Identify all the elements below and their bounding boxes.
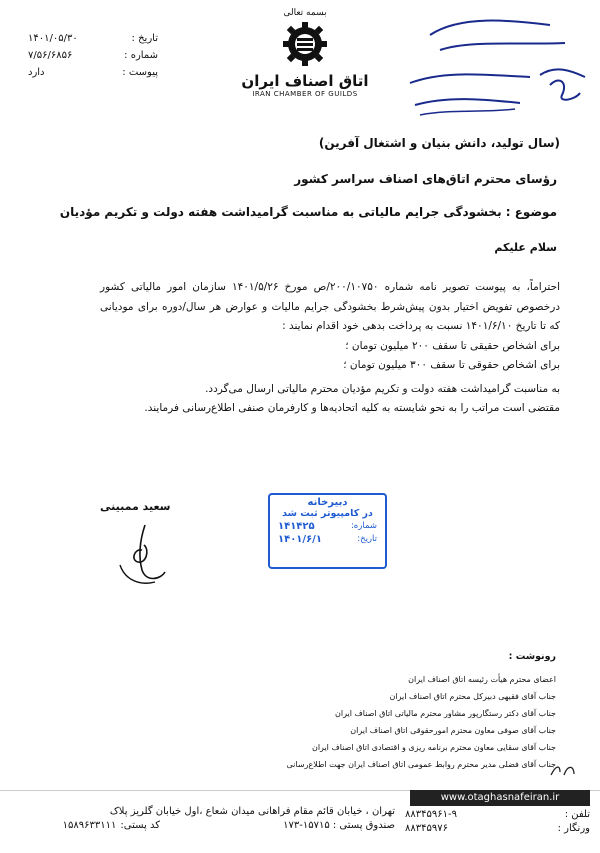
body-item-natural-persons: برای اشخاص حقیقی تا سقف ۲۰۰ میلیون تومان ؛ (345, 339, 560, 352)
cc-item: جناب آقای سقایی معاون محترم برنامه ریزی و اقتصادی اتاق اصناف ایران (311, 743, 556, 752)
body-paragraph-occasion: به مناسبت گرامیداشت هفته دولت و تکریم مؤدیان محترم مالیاتی ارسال می‌گردد. (205, 382, 560, 395)
fax-label: ورنگار : (557, 823, 590, 834)
number-row (28, 47, 158, 64)
signature (110, 520, 180, 590)
cc-title: رونوشت : (508, 651, 556, 662)
secretariat-stamp (268, 493, 387, 569)
slogan: (سال تولید، دانش بنیان و اشتغال آفرین) (318, 136, 560, 150)
attachment-label: پیوست : (122, 67, 158, 78)
cc-item: جناب آقای فضلی مدیر محترم روابط عمومی اتاق اصناف ایران جهت اطلاع‌رسانی (286, 760, 556, 769)
stamp-subtitle: در کامپیوتر ثبت شد (282, 508, 373, 519)
recipient: رؤسای محترم اتاق‌های اصناف سراسر کشور (294, 172, 557, 186)
greeting: سلام علیکم (494, 241, 557, 254)
letter-meta (28, 30, 158, 81)
number-label: شماره : (124, 50, 158, 61)
date-label: تاریخ : (131, 33, 158, 44)
attachment-value: دارد (28, 67, 45, 78)
body-paragraph-intro: احتراماً، به پیوست تصویر نامه شماره ۲۰۰/۱۰۷۵۰/ص مورخ ۱۴۰۱/۵/۲۶ سازمان امور مالیاتی کشور درخصوص تفویض اختیار بدون پیش‌شرط بخشودگی جرایم مالیات و عوارض هر سال/دوره برای مودیانی که تا تاریخ ۱۴۰۱/۶/۱۰ نسبت به پرداخت بدهی خود اقدام نمایند : (100, 281, 560, 332)
number-value: ۷/۵۶/۶۸۵۶ (28, 50, 73, 61)
phone-row (405, 808, 590, 822)
org-name-fa: اتاق اصناف ایران (241, 72, 369, 90)
seal-text: بسمه تعالی (283, 8, 327, 18)
stamp-title: دبیرخانه (307, 497, 348, 508)
cc-list (56, 648, 556, 773)
org-name-en: IRAN CHAMBER OF GUILDS (252, 90, 358, 98)
stamp-number-label: شماره: (350, 521, 377, 531)
postal-code-value: ۱۵۸۹۶۳۳۱۱۱ (62, 820, 117, 831)
footer-contact (405, 808, 590, 836)
stamp-number-value: ۱۴۱۴۲۵ (278, 521, 315, 532)
handwritten-note (390, 5, 590, 125)
cc-item: جناب آقای صوفی معاون محترم امورحقوقی اتاق اصناف ایران (350, 726, 556, 735)
phone-value: ۸۸۳۴۵۹۶۱-۹ (405, 809, 457, 820)
date-value: ۱۴۰۱/۰۵/۳۰ (28, 33, 78, 44)
subject-line: موضوع : بخشودگی جرایم مالیاتی به مناسبت گرامیداشت هفته دولت و تکریم مؤدیان (59, 205, 557, 219)
handwritten-mark (548, 760, 578, 780)
website-link[interactable]: www.otaghasnafeiran.ir (410, 790, 590, 806)
letter-body (100, 278, 560, 419)
address-text: تهران ، خیابان قائم مقام فراهانی میدان شعاع ،اول خیابان گلریز پلاک (109, 806, 395, 817)
postal-box: صندوق پستی : ۱۵۷۱۵-۱۷۳ (283, 820, 395, 831)
attachment-row (28, 64, 158, 81)
cc-item: جناب آقای فقیهی دبیرکل محترم اتاق اصناف ایران (389, 692, 556, 701)
postal-code (0, 805, 160, 833)
stamp-date-label: تاریخ: (357, 534, 377, 544)
stamp-date-row (270, 534, 385, 545)
signer-name: سعید ممبینی (100, 500, 171, 513)
postal-code-label: کد پستی: (120, 820, 160, 831)
org-logo (240, 8, 370, 118)
phone-label: تلفن : (564, 809, 590, 820)
date-row (28, 30, 158, 47)
body-item-legal-persons: برای اشخاص حقوقی تا سقف ۳۰۰ میلیون تومان ؛ (343, 359, 560, 371)
cc-item: اعضای محترم هیأت رئیسه اتاق اصناف ایران (408, 675, 556, 684)
gear-logo-icon (275, 18, 335, 66)
fax-row (405, 822, 590, 836)
fax-value: ۸۸۳۴۵۹۷۶ (405, 823, 448, 834)
stamp-number-row (270, 521, 385, 532)
cc-item: جناب آقای دکتر رستگارپور مشاور محترم مالیاتی اتاق اصناف ایران (334, 709, 556, 718)
stamp-date-value: ۱۴۰۱/۶/۱ (278, 534, 322, 545)
body-paragraph-request: مقتضی است مراتب را به نحو شایسته به کلیه اتحادیه‌ها و کارفرمان صنفی اطلاع‌رسانی فرمایند. (144, 402, 560, 414)
